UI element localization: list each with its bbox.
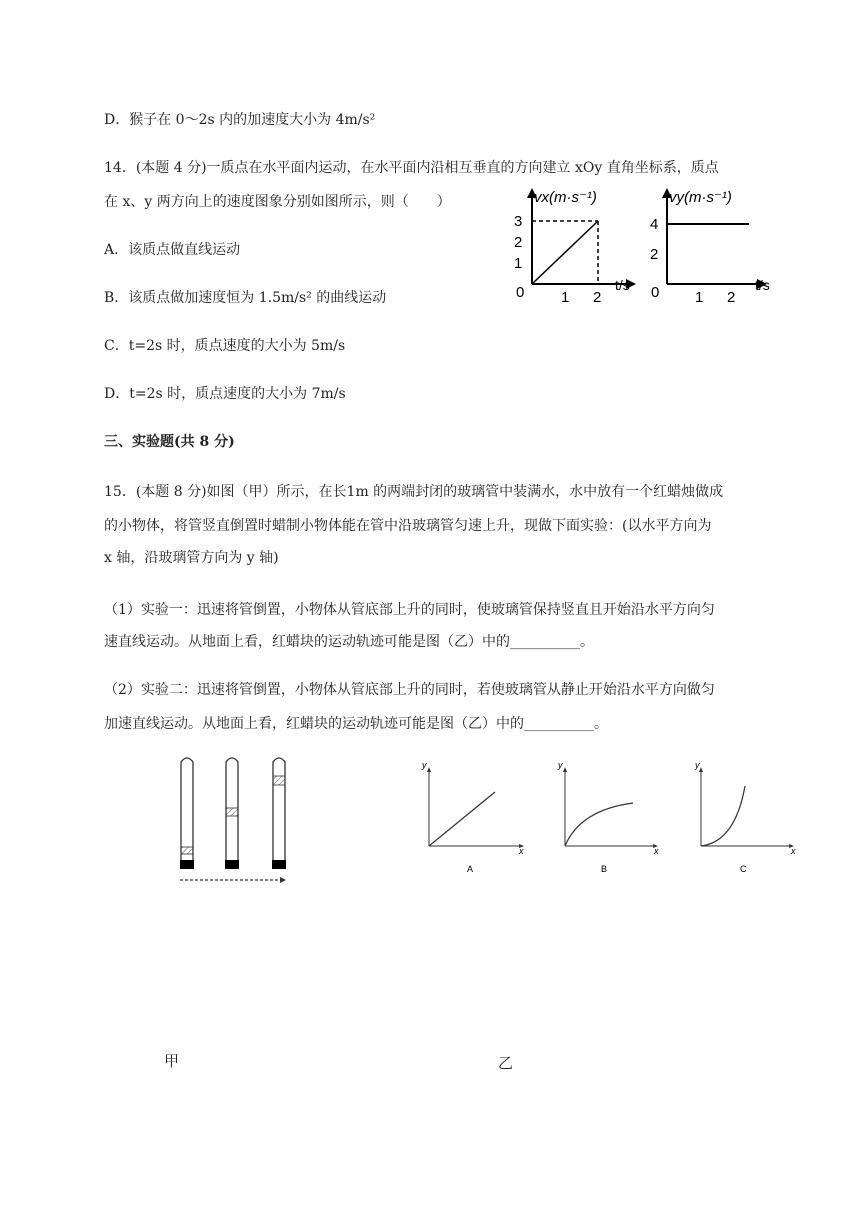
vx-xtick-1: 1: [561, 289, 570, 306]
figure-yi-plots: [415, 760, 815, 880]
plot-b-label: B: [601, 864, 608, 874]
plot-c-ylabel: y: [695, 760, 700, 770]
vx-xtick-2: 2: [593, 289, 602, 306]
plot-c-curve: [701, 786, 745, 846]
vx-origin: 0: [516, 284, 525, 301]
tube-cap-2: [225, 860, 239, 869]
candle-block-1: [181, 847, 193, 854]
plot-b-ylabel: y: [558, 760, 563, 770]
q15-stem-line3: x 轴，沿玻璃管方向为 y 轴): [104, 550, 279, 566]
q15-stem-line1: 15．(本题 8 分)如图（甲）所示，在长1m 的两端封闭的玻璃管中装满水，水中放有一个红蜡烛做成: [104, 484, 724, 500]
q13-option-d: D．猴子在 0～2s 内的加速度大小为 4m/s²: [104, 112, 376, 128]
vx-ylabel: vx(m·s⁻¹): [534, 189, 597, 206]
tube-cap-1: [180, 860, 194, 869]
plot-a: [421, 760, 524, 874]
plot-b-xlabel: x: [654, 846, 659, 856]
q14-option-a: A．该质点做直线运动: [104, 242, 241, 258]
q15-stem-line2: 的小物体，将管竖直倒置时蜡制小物体能在管中沿玻璃管匀速上升，现做下面实验：(以水平方向为: [104, 518, 712, 534]
plot-c: [694, 760, 796, 874]
vy-origin: 0: [651, 284, 660, 301]
q14-stem-line1: 14．(本题 4 分)一质点在水平面内运动，在水平面内沿相互垂直的方向建立 xOy 直角坐标系，质点: [104, 160, 719, 176]
vy-xlabel: t/s: [755, 277, 770, 293]
plot-b: [557, 760, 659, 874]
vx-ytick-1: 1: [514, 255, 523, 272]
plot-a-curve: [429, 792, 495, 846]
q14-stem-line2: 在 x、y 两方向上的速度图象分别如图所示，则（ ）: [104, 194, 451, 210]
plot-c-label: C: [740, 864, 747, 874]
q15-part2-line2: 加速直线运动。从地面上看，红蜡块的运动轨迹可能是图（乙）中的__________。: [104, 716, 608, 732]
plot-a-label: A: [467, 864, 474, 874]
motion-arrowhead: [280, 877, 286, 883]
figure-jia-tubes: [170, 752, 300, 888]
plot-a-ylabel: y: [422, 760, 427, 770]
caption-jia: 甲: [164, 1052, 180, 1070]
vx-xlabel: t/s: [615, 277, 630, 293]
candle-block-3: [273, 776, 285, 785]
vy-ylabel: vy(m·s⁻¹): [669, 189, 732, 206]
tube-3: [272, 758, 286, 869]
tube-2: [225, 758, 239, 869]
tube-1: [180, 758, 194, 869]
vy-xtick-1: 1: [695, 289, 704, 306]
q14-option-d: D．t=2s 时，质点速度的大小为 7m/s: [104, 386, 346, 402]
vy-ytick-4: 4: [650, 216, 659, 233]
caption-yi: 乙: [498, 1054, 514, 1072]
vx-graph: [510, 186, 640, 306]
candle-block-2: [226, 808, 238, 816]
plot-c-xlabel: x: [791, 846, 796, 856]
plot-b-curve: [565, 803, 633, 846]
plot-a-xlabel: x: [519, 846, 524, 856]
vx-ytick-2: 2: [514, 234, 523, 251]
tube-cap-3: [272, 860, 286, 869]
q15-part1-line2: 速直线运动。从地面上看，红蜡块的运动轨迹可能是图（乙）中的__________。: [104, 634, 594, 650]
vx-line: [532, 221, 598, 284]
q14-option-b: B．该质点做加速度恒为 1.5m/s² 的曲线运动: [104, 290, 387, 306]
q15-part1-line1: （1）实验一：迅速将管倒置，小物体从管底部上升的同时，使玻璃管保持竖直且开始沿水平方向匀: [104, 602, 715, 618]
q15-part2-line1: （2）实验二：迅速将管倒置，小物体从管底部上升的同时，若使玻璃管从静止开始沿水平方向做匀: [104, 682, 715, 698]
vy-graph: [645, 186, 780, 306]
vy-xtick-2: 2: [727, 289, 736, 306]
section-3-heading: 三、实验题(共 8 分): [104, 434, 235, 450]
vx-ytick-3: 3: [514, 213, 523, 230]
q14-option-c: C．t=2s 时，质点速度的大小为 5m/s: [104, 338, 346, 354]
vy-ytick-2: 2: [650, 246, 659, 263]
